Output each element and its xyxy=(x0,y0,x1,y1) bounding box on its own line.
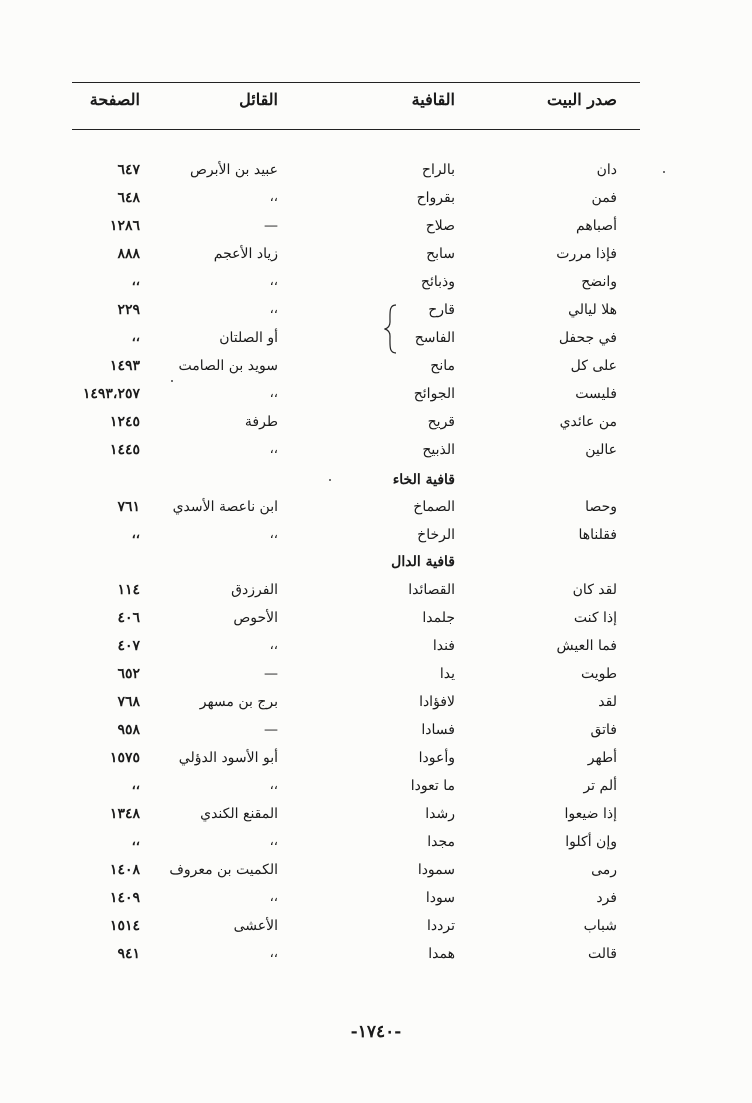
table-row xyxy=(0,918,752,945)
poet-cell: ،، xyxy=(269,890,278,905)
table-row xyxy=(0,442,752,469)
table-row xyxy=(0,190,752,217)
page-cell: ١٢٨٦ xyxy=(109,218,140,234)
verse-start-cell: فليست xyxy=(575,386,617,402)
verse-start-cell: أطهر xyxy=(587,750,617,766)
verse-start-cell: فاتق xyxy=(590,722,617,738)
rhyme-cell: فسادا xyxy=(421,722,455,738)
page-cell: ،، xyxy=(131,834,140,849)
page-cell: ١٤٠٨ xyxy=(109,862,140,878)
table-row xyxy=(0,666,752,693)
speck xyxy=(663,171,665,173)
poet-cell: أو الصلتان xyxy=(219,330,278,346)
verse-start-cell: فإذا مررت xyxy=(556,246,617,262)
table-row xyxy=(0,330,752,357)
table-row xyxy=(0,246,752,273)
verse-start-cell: دان xyxy=(596,162,617,178)
table-row xyxy=(0,162,752,189)
verse-start-cell: وانضح xyxy=(581,274,617,290)
page-cell: ٤٠٧ xyxy=(117,638,140,654)
poet-cell: سويد بن الصامت xyxy=(178,358,278,374)
page-cell: ١٢٤٥ xyxy=(109,414,140,430)
header-verse-start: صدر البيت xyxy=(547,90,617,109)
poet-cell: الفرزدق xyxy=(231,582,278,598)
page-cell: ١١٤ xyxy=(117,582,140,598)
rhyme-cell: وذبائح xyxy=(420,274,455,290)
verse-start-cell: شباب xyxy=(583,918,617,934)
header-top-rule xyxy=(72,82,640,83)
verse-start-cell: عالين xyxy=(585,442,617,458)
page-cell: ،، xyxy=(131,330,140,345)
rhyme-cell: وأعودا xyxy=(418,750,455,766)
verse-start-cell: لقد xyxy=(598,694,617,710)
poet-cell: الأعشى xyxy=(233,918,278,934)
table-row xyxy=(0,414,752,441)
rhyme-cell: صلاح xyxy=(425,218,455,234)
poet-cell: زياد الأعجم xyxy=(213,246,278,262)
rhyme-cell: سمودا xyxy=(417,862,455,878)
table-row xyxy=(0,274,752,301)
page-cell: ١٥١٤ xyxy=(109,918,140,934)
rhyme-cell: قارح xyxy=(428,302,455,318)
table-row xyxy=(0,694,752,721)
rhyme-cell: مانح xyxy=(430,358,455,374)
page-number: -١٧٤٠- xyxy=(350,1022,402,1042)
section-heading: قافية الخاء xyxy=(392,472,455,488)
verse-start-cell: طويت xyxy=(580,666,617,682)
header-bottom-rule xyxy=(72,129,640,130)
verse-start-cell: فرد xyxy=(596,890,617,906)
verse-start-cell: أصباهم xyxy=(576,218,617,234)
table-row xyxy=(0,722,752,749)
poet-cell: — xyxy=(264,218,278,234)
header-rhyme: القافية xyxy=(411,90,455,109)
section-heading: قافية الدال xyxy=(391,554,455,570)
poet-cell: ،، xyxy=(269,834,278,849)
page-cell: ٢٢٩ xyxy=(117,302,140,318)
rhyme-cell: رشدا xyxy=(425,806,455,822)
page-cell: ٧٦٨ xyxy=(117,694,140,710)
table-row xyxy=(0,638,752,665)
page-cell: ٩٤١ xyxy=(117,946,140,962)
rhyme-cell: لافؤادا xyxy=(419,694,455,710)
table-row xyxy=(0,834,752,861)
poet-cell: — xyxy=(264,666,278,682)
table-row xyxy=(0,358,752,385)
poet-cell: برج بن مسهر xyxy=(199,694,278,710)
poet-cell: الكميت بن معروف xyxy=(169,862,278,878)
table-row xyxy=(0,218,752,245)
page-cell: ١٣٤٨ xyxy=(109,806,140,822)
rhyme-cell: بالراح xyxy=(421,162,455,178)
rhyme-cell: جلمدا xyxy=(422,610,455,626)
rhyme-cell: بقرواح xyxy=(416,190,455,206)
poet-cell: ،، xyxy=(269,190,278,205)
poet-cell: ،، xyxy=(269,638,278,653)
rhyme-cell: الصماخ xyxy=(413,499,455,515)
table-row xyxy=(0,610,752,637)
rhyme-cell: ما تعودا xyxy=(410,778,455,794)
page-cell: ،، xyxy=(131,274,140,289)
poet-cell: ،، xyxy=(269,946,278,961)
table-row xyxy=(0,582,752,609)
rhyme-cell: سودا xyxy=(425,890,455,906)
table-row xyxy=(0,946,752,973)
rhyme-cell: الذبيح xyxy=(422,442,455,458)
page-cell: ٤٠٦ xyxy=(117,610,140,626)
header-page: الصفحة xyxy=(89,90,140,109)
page-cell: ١٤٠٩ xyxy=(109,890,140,906)
poet-cell: المقنع الكندي xyxy=(200,806,278,822)
table-row xyxy=(0,750,752,777)
rhyme-cell: همدا xyxy=(428,946,455,962)
poet-cell: ،، xyxy=(269,302,278,317)
rhyme-cell: القصائدا xyxy=(408,582,455,598)
poet-cell: ،، xyxy=(269,442,278,457)
poet-cell: — xyxy=(264,722,278,738)
page-cell: ٦٤٧ xyxy=(117,162,140,178)
verse-start-cell: في جحفل xyxy=(558,330,617,346)
speck xyxy=(329,479,331,481)
rhyme-cell: ترددا xyxy=(427,918,455,934)
rhyme-cell: مجدا xyxy=(427,834,455,850)
table-row xyxy=(0,778,752,805)
rhyme-cell: فندا xyxy=(432,638,455,654)
poet-cell: طرفة xyxy=(244,414,278,430)
rhyme-cell: الجوائح xyxy=(413,386,455,402)
verse-start-cell: فقلناها xyxy=(578,527,617,543)
page-cell: ٦٥٢ xyxy=(117,666,140,682)
verse-start-cell: هلا ليالي xyxy=(568,302,617,318)
verse-start-cell: إذا ضيعوا xyxy=(564,806,617,822)
verse-start-cell: ألم تر xyxy=(583,778,617,794)
page-cell: ٨٨٨ xyxy=(117,246,140,262)
verse-start-cell: إذا كنت xyxy=(573,610,617,626)
verse-start-cell: وحصا xyxy=(585,499,617,515)
page-cell: ١٤٩٣،٢٥٧ xyxy=(82,386,140,402)
page-cell: ٧٦١ xyxy=(117,499,140,515)
poet-cell: ابن ناعصة الأسدي xyxy=(172,499,278,515)
poet-cell: الأحوص xyxy=(233,610,278,626)
verse-start-cell: من عائدي xyxy=(559,414,617,430)
verse-start-cell: وإن أكلوا xyxy=(565,834,617,850)
poet-cell: ،، xyxy=(269,274,278,289)
speck xyxy=(171,380,173,382)
poet-cell: أبو الأسود الدؤلي xyxy=(178,750,278,766)
page-cell: ٦٤٨ xyxy=(117,190,140,206)
verse-start-cell: لقد كان xyxy=(572,582,617,598)
table-row xyxy=(0,302,752,329)
poet-cell: ،، xyxy=(269,527,278,542)
page-cell: ١٥٧٥ xyxy=(109,750,140,766)
rhyme-cell: سابح xyxy=(426,246,455,262)
rhyme-cell: الرخاخ xyxy=(417,527,455,543)
page-cell: ١٤٤٥ xyxy=(109,442,140,458)
rhyme-cell: يدا xyxy=(439,666,455,682)
verse-start-cell: قالت xyxy=(588,946,617,962)
page-cell: ٩٥٨ xyxy=(117,722,140,738)
verse-start-cell: على كل xyxy=(570,358,617,374)
table-row xyxy=(0,890,752,917)
verse-start-cell: فما العيش xyxy=(556,638,617,654)
header-poet: القائل xyxy=(239,90,278,109)
verse-start-cell: رمى xyxy=(591,862,617,878)
page-cell: ١٤٩٣ xyxy=(109,358,140,374)
rhyme-cell: قريح xyxy=(427,414,455,430)
table-row xyxy=(0,386,752,413)
table-row xyxy=(0,499,752,526)
table-row xyxy=(0,862,752,889)
page-cell: ،، xyxy=(131,778,140,793)
verse-start-cell: فمن xyxy=(591,190,617,206)
poet-cell: ،، xyxy=(269,386,278,401)
page-cell: ،، xyxy=(131,527,140,542)
poet-cell: عبيد بن الأبرص xyxy=(189,162,278,178)
table-row xyxy=(0,527,752,554)
table-row xyxy=(0,806,752,833)
brace-mark xyxy=(384,304,398,354)
poet-cell: ،، xyxy=(269,778,278,793)
rhyme-cell: الفاسح xyxy=(414,330,455,346)
